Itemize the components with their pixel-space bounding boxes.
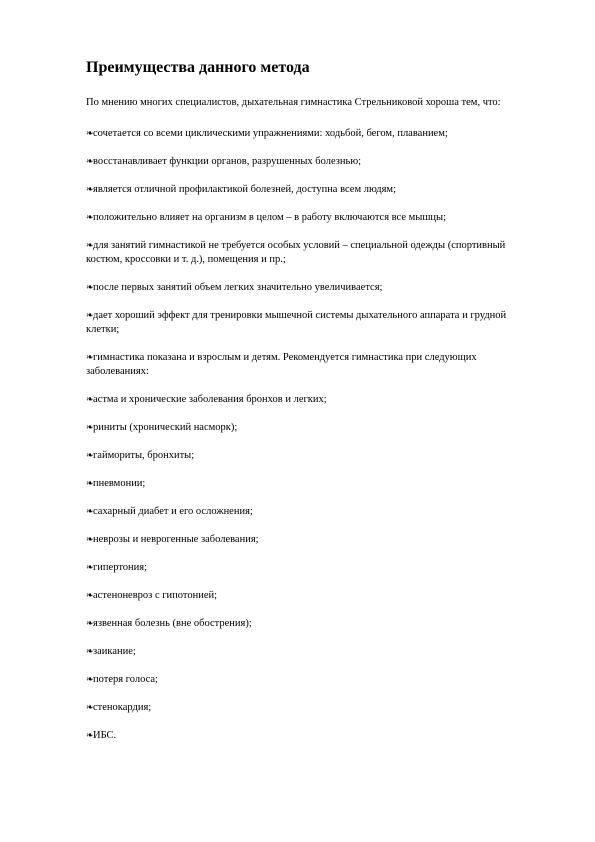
list-item-text: неврозы и неврогенные заболевания; <box>93 534 259 545</box>
bullet-icon: ❧ <box>86 674 94 684</box>
list-item-text: потеря голоса; <box>93 674 158 685</box>
list-item-text: гипертония; <box>93 562 148 573</box>
bullet-icon: ❧ <box>86 450 94 460</box>
list-item-text: заикание; <box>93 646 136 657</box>
list-item <box>86 126 536 141</box>
list-item-text: дает хороший эффект для тренировки мышечной системы дыхательного аппарата и грудной клетки; <box>86 310 507 335</box>
bullet-icon: ❧ <box>86 506 94 516</box>
list-item <box>86 644 536 659</box>
list-item <box>86 504 536 519</box>
list-item <box>86 280 536 295</box>
bullet-icon: ❧ <box>86 730 94 740</box>
bullet-icon: ❧ <box>86 590 94 600</box>
list-item-text: стенокардия; <box>93 702 152 713</box>
list-item-text: язвенная болезнь (вне обострения); <box>93 618 252 629</box>
list-item <box>86 616 536 631</box>
list-item <box>86 700 536 715</box>
list-item <box>86 350 536 379</box>
bullet-icon: ❧ <box>86 184 94 194</box>
list-item <box>86 308 536 337</box>
bullet-icon: ❧ <box>86 562 94 572</box>
list-item-text: пневмонии; <box>93 478 146 489</box>
bullet-icon: ❧ <box>86 534 94 544</box>
bullet-icon: ❧ <box>86 310 94 320</box>
bullet-icon: ❧ <box>86 702 94 712</box>
bullet-icon: ❧ <box>86 646 94 656</box>
list-item <box>86 238 536 267</box>
list-item <box>86 182 536 197</box>
bullet-icon: ❧ <box>86 394 94 404</box>
list-item-text: после первых занятий объем легких значительно увеличивается; <box>93 282 383 293</box>
page-title: Преимущества данного метода <box>86 59 310 76</box>
list-item <box>86 476 536 491</box>
list-item <box>86 560 536 575</box>
bullet-icon: ❧ <box>86 352 94 362</box>
bullet-icon: ❧ <box>86 212 94 222</box>
bullet-icon: ❧ <box>86 282 94 292</box>
bullet-icon: ❧ <box>86 618 94 628</box>
bullet-icon: ❧ <box>86 156 94 166</box>
bullet-icon: ❧ <box>86 478 94 488</box>
bullet-icon: ❧ <box>86 128 94 138</box>
intro-paragraph: По мнению многих специалистов, дыхательная гимнастика Стрельниковой хороша тем, что: <box>86 97 501 108</box>
list-item-text: положительно влияет на организм в целом – в работу включаются все мышцы; <box>93 212 447 223</box>
benefits-list <box>86 126 536 743</box>
list-item-text: сочетается со всеми циклическими упражнениями: ходьбой, бегом, плаванием; <box>93 128 448 139</box>
document-page <box>86 58 536 756</box>
list-item <box>86 420 536 435</box>
list-item-text: гимнастика показана и взрослым и детям. Рекомендуется гимнастика при следующих заболеваниях: <box>86 352 477 377</box>
list-item-text: ИБС. <box>93 730 117 741</box>
list-item <box>86 392 536 407</box>
list-item <box>86 588 536 603</box>
list-item <box>86 672 536 687</box>
list-item-text: астеноневроз с гипотонией; <box>93 590 218 601</box>
list-item-text: для занятий гимнастикой не требуется особых условий – специальной одежды (спортивный костюм, кроссовки и т. д.), помещения и пр.; <box>86 240 506 265</box>
list-item <box>86 210 536 225</box>
list-item-text: является отличной профилактикой болезней, доступна всем людям; <box>93 184 396 195</box>
list-item <box>86 532 536 547</box>
list-item-text: сахарный диабет и его осложнения; <box>93 506 253 517</box>
bullet-icon: ❧ <box>86 422 94 432</box>
list-item <box>86 448 536 463</box>
list-item <box>86 728 536 743</box>
bullet-icon: ❧ <box>86 240 94 250</box>
list-item-text: гаймориты, бронхиты; <box>93 450 195 461</box>
list-item-text: астма и хронические заболевания бронхов и легких; <box>93 394 327 405</box>
list-item <box>86 154 536 169</box>
list-item-text: риниты (хронический насморк); <box>93 422 238 433</box>
list-item-text: восстанавливает функции органов, разрушенных болезнью; <box>93 156 362 167</box>
